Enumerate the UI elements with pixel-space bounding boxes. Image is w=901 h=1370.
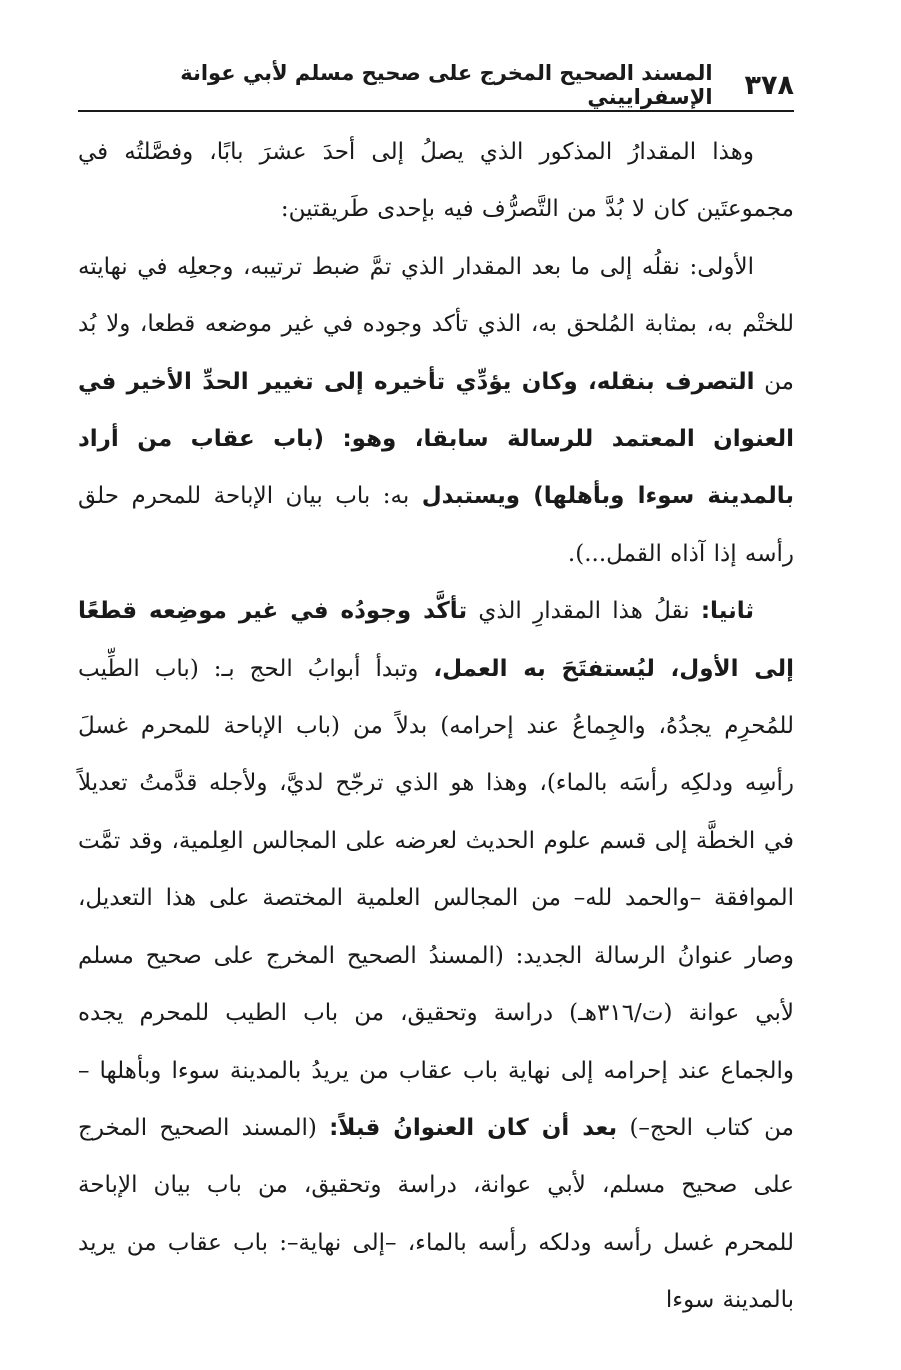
bold-text-span: تأكَّد وجودُه في غير موضِعه قطعًا إلى الأول، ليُستفتَحَ به العمل، [78,598,794,682]
text-span: به: باب بيان الإباحة للمحرم حلق رأسه إذا آذاه القمل...). [78,483,794,567]
text-span: وهذا المقدارُ المذكور الذي يصلُ إلى أحدَ عشرَ بابًا، وفصَّلتُه في مجموعتَين كان لا بُدَّ من التَّصرُّف فيه بإحدى طَريقتين: [78,139,794,223]
paragraph-second-option [78,583,794,1329]
text-span: الأولى: نقلُه إلى ما بعد المقدار الذي تمَّ ضبط ترتيبه، وجعلِه في نهايته للختْم به، بمثابة المُلحق به، الذي تأكد وجوده في غير موضعه قطعا، ولا بُد من [78,253,794,395]
text-span: نقلُ هذا المقدارِ الذي [467,598,701,625]
bold-text-span: ثانيا: [700,598,754,625]
running-title: المسند الصحيح المخرج على صحيح مسلم لأبي عوانة الإسفراييني [180,61,713,109]
text-span: (المسند الصحيح المخرج على صحيح مسلم، لأبي عوانة، دراسة وتحقيق، من باب بيان الإباحة للمحرم غسل رأسه ودلكه رأسه بالماء، –إلى نهاية–: باب عقاب من يريد بالمدينة سوءا [78,1114,794,1314]
bold-text-span: التصرف بنقله، وكان يؤدِّي تأخيره إلى تغيير الحدِّ الأخير في العنوان المعتمد للرسالة سابقا، وهو: (باب عقاب من أراد بالمدينة سوءا وبأهلها) ويستبدل [78,368,794,510]
page-number: ٣٧٨ [744,69,794,101]
running-header [78,61,794,109]
page-body [78,124,794,1330]
bold-text-span: بعد أن كان العنوانُ قبلاً: [329,1114,618,1141]
text-span: وتبدأ أبوابُ الحج بـ: (باب الطِّيب للمُحرِم يجدُهُ، والجِماعُ عند إحرامه) بدلاً من (باب الإباحة للمحرم غسلَ رأسِه ودلكِه رأسَه بالماء)، وهذا هو الذي ترجّح لديَّ، ولأجله قدَّمتُ تعديلاً في الخطَّة إلى قسم علوم الحديث لعرضه على المجالس العِلمية، وقد تمَّت الموافقة –والحمد لله– من المجالس العلمية المختصة على هذا التعديل، وصار عنوانُ الرسالة الجديد: (المسندُ الصحيح المخرج على صحيح مسلم لأبي عوانة (ت/٣١٦هـ) دراسة وتحقيق، من باب الطيب للمحرم يجده والجماع عند إحرامه إلى نهاية باب عقاب من يريدُ بالمدينة سوءا وبأهلها –من كتاب الحج–) [78,655,794,1141]
paragraph-first-option [78,239,794,583]
paragraph-intro [78,124,794,239]
header-divider [78,110,794,112]
